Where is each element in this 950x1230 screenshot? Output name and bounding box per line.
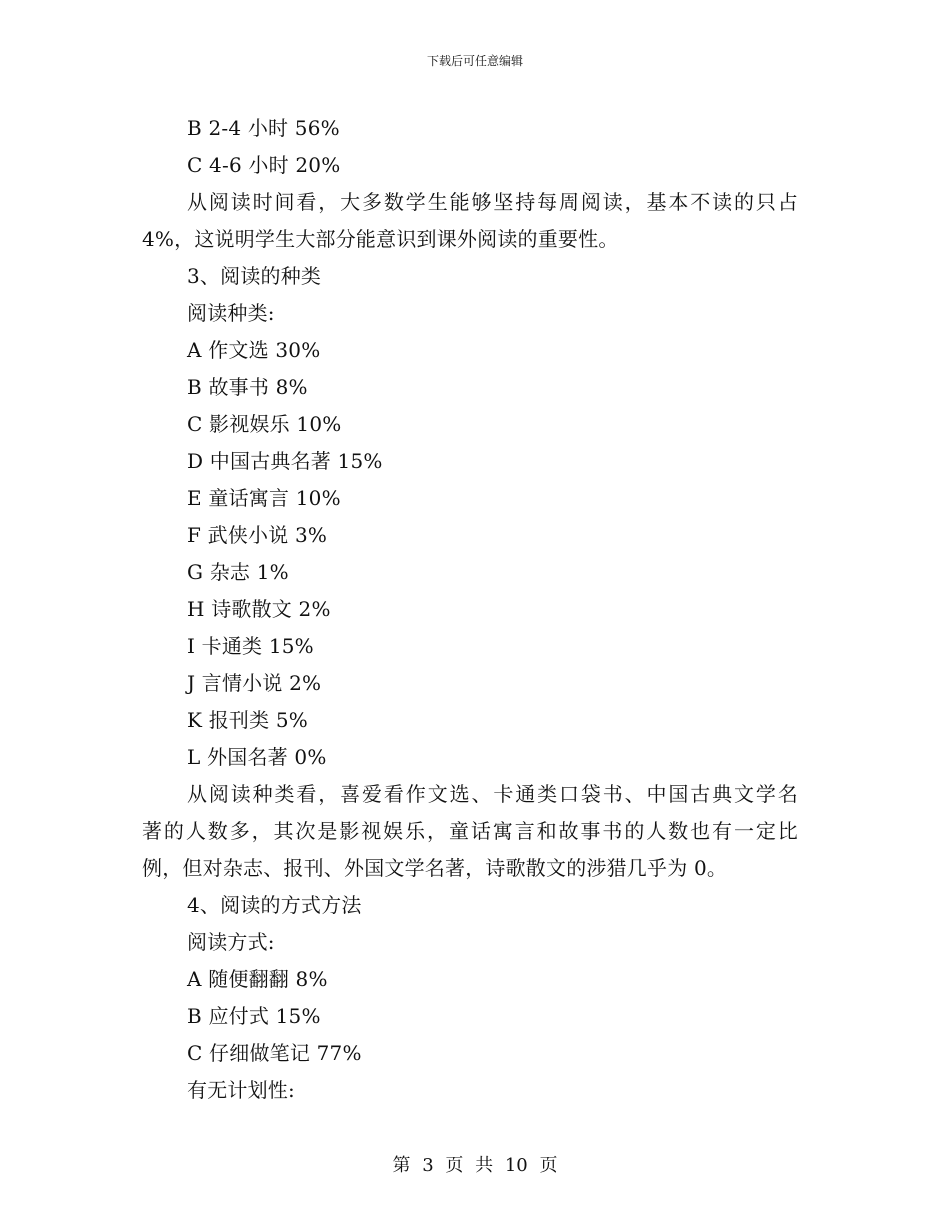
paragraph-line: 4%，这说明学生大部分能意识到课外阅读的重要性。 [142,227,619,251]
section-label: 阅读方式: [187,930,275,954]
type-option-line: B 故事书 8% [187,375,308,399]
type-option-line: A 作文选 30% [187,338,321,362]
page-header: 下载后可任意编辑 [426,54,523,68]
section-heading: 4、阅读的方式方法 [187,893,362,917]
type-option-line: D 中国古典名著 15% [187,449,383,473]
method-option-line: B 应付式 15% [187,1004,321,1028]
type-option-line: L 外国名著 0% [187,745,327,769]
paragraph-line: 例，但对杂志、报刊、外国文学名著，诗歌散文的涉猎几乎为 0。 [142,856,728,880]
type-option-line: C 影视娱乐 10% [187,412,342,436]
document-body [142,110,798,1109]
survey-option-line: C 4-6 小时 20% [187,153,341,177]
section-label: 有无计划性: [187,1078,295,1102]
type-option-line: K 报刊类 5% [187,708,308,732]
page-footer: 第 3 页 共 10 页 [392,1155,558,1176]
type-option-line: H 诗歌散文 2% [187,597,331,621]
section-heading: 3、阅读的种类 [187,264,322,288]
method-option-line: C 仔细做笔记 77% [187,1041,362,1065]
paragraph-line: 著的人数多，其次是影视娱乐，童话寓言和故事书的人数也有一定比 [142,819,798,843]
paragraph-line: 从阅读种类看，喜爱看作文选、卡通类口袋书、中国古典文学名 [187,782,798,806]
type-option-line: J 言情小说 2% [187,671,322,695]
type-option-line: I 卡通类 15% [187,634,314,658]
section-label: 阅读种类: [187,301,275,325]
survey-option-line: B 2-4 小时 56% [187,116,340,140]
method-option-line: A 随便翻翻 8% [187,967,328,991]
type-option-line: E 童话寓言 10% [187,486,341,510]
type-option-line: F 武侠小说 3% [187,523,328,547]
type-option-line: G 杂志 1% [187,560,289,584]
paragraph-line: 从阅读时间看，大多数学生能够坚持每周阅读，基本不读的只占 [187,190,798,214]
